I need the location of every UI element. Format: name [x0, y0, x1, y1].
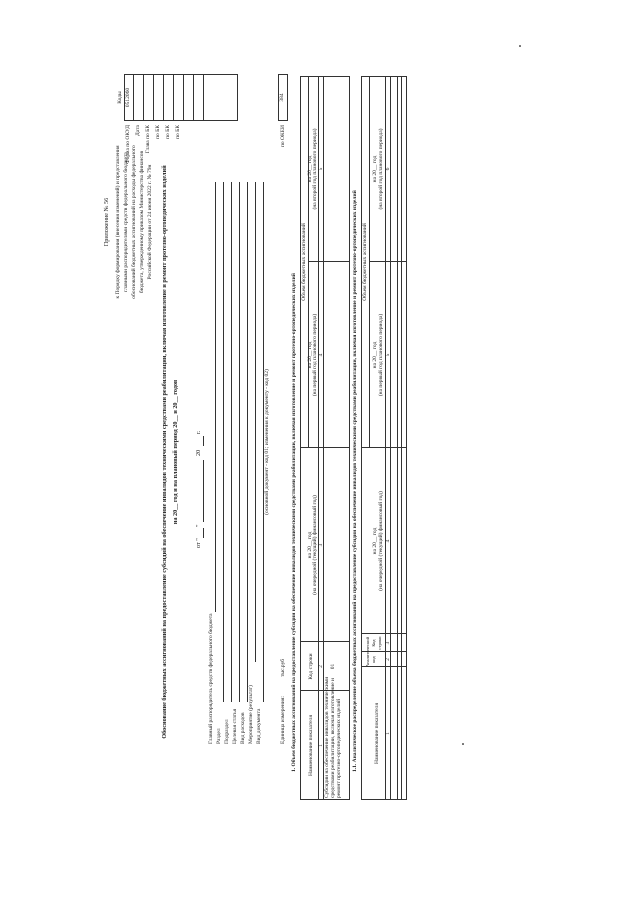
- s11-h-y3: на 20__ год: [372, 155, 378, 183]
- appendix-line-1: к Порядку формирования (внесения изменений) и представления: [115, 145, 121, 299]
- s11-num-1: 1: [385, 732, 391, 735]
- s11-num-6: 6: [385, 167, 391, 171]
- s1-row-name-2: средствами реабилитации, включая изготовление и: [330, 678, 336, 798]
- form-okud-label: Форма по ОКУД: [125, 125, 131, 164]
- s1-h-y2: на 20__ год: [307, 341, 313, 369]
- okei-code: 384: [279, 93, 285, 102]
- field-target-article: Целевая статья: [232, 708, 238, 744]
- codes-label-bk-3: по БК: [175, 125, 181, 139]
- s1-h-name: Наименование показателя: [308, 715, 314, 776]
- date-suffix: г.: [195, 430, 202, 434]
- s11-num-5: 5: [385, 353, 391, 357]
- document-title: Обоснование бюджетных ассигнований на предоставление субсидий на обеспечение инвалидов техническими средствами реабилитации, включая изготовление и ремонт протезно-ортопедических изделий: [161, 165, 168, 739]
- codes-label-bk-1: по БК: [155, 125, 161, 139]
- s1-h-y3: на 20__ год: [307, 155, 313, 183]
- s1-h-y2-sub: (на первый год планового периода): [312, 313, 318, 397]
- section-1-1-title: 1.1. Аналитическое распределение объема бюджетных ассигнований на предоставление субсидии на обеспечение инвалидов техническими средствами реабилитации, включая изготовление и ремонт протезно-ортопедических изделий: [352, 190, 358, 772]
- codes-label-bk-2: по БК: [165, 125, 171, 139]
- appendix-line-2: главными распорядителями средств федерального бюджета: [123, 152, 129, 292]
- date-year-blank: [203, 436, 204, 446]
- document-title-period: на 20__ год и на плановый период 20__ и 20__ годов: [172, 379, 179, 525]
- s1-num-4: 4: [318, 353, 324, 357]
- field-subsection: Подраздел: [224, 719, 230, 744]
- s1-num-5: 5: [318, 167, 324, 171]
- s1-h-volume: Объем бюджетных ассигнований: [301, 223, 307, 301]
- s11-h-y3-sub: (на второй год планового периода): [378, 128, 384, 210]
- appendix-line-4: бюджета, утвержденному приказом Министерства финансов: [139, 150, 145, 294]
- scan-speck: [462, 744, 464, 746]
- codes-label-chapter: Глава по БК: [145, 125, 151, 154]
- s1-num-1: 1: [318, 744, 324, 747]
- s11-h-name: Наименование показателя: [374, 703, 380, 764]
- scan-speck: [519, 46, 521, 48]
- s1-row-name-3: ремонт протезно-ортопедических изделий: [336, 698, 342, 798]
- appendix-line-3: обоснований бюджетных ассигнований на расходы федерального: [131, 145, 137, 299]
- s11-num-4: 4: [385, 539, 391, 543]
- unit-label: Единица измерения:: [280, 696, 286, 744]
- s11-h-code-1: Код: [371, 639, 376, 647]
- s1-h-y3-sub: (на второй год планового периода): [312, 128, 318, 210]
- document-type-hint: (основной документ - код 01; изменения к документу - код 02): [264, 369, 270, 515]
- codes-header: Коды: [117, 91, 123, 104]
- s11-h-y2: на 20__ год: [372, 341, 378, 369]
- form-code-value: 0512060: [125, 87, 131, 108]
- s1-num-2: 2: [318, 665, 324, 668]
- s1-h-y1-sub: (на очередной (текущий) финансовый год): [312, 495, 318, 595]
- s11-h-acode-1: Аналитический: [365, 636, 370, 667]
- date-prefix: от ": [195, 538, 202, 548]
- s1-h-code: Код строки: [308, 653, 314, 680]
- s11-num-3: 3: [385, 641, 391, 645]
- s11-h-y2-sub: (на первый год планового периода): [378, 313, 384, 397]
- unit-value: тыс.руб: [280, 658, 286, 677]
- s11-num-2: 2: [385, 658, 391, 661]
- section-1-title: 1. Объем бюджетных ассигнований на предоставление субсидии на обеспечение инвалидов техническими средствами реабилитации, включая изготовление и ремонт протезно-ортопедических изделий: [291, 273, 297, 772]
- field-activity-result: Мероприятие (результат): [248, 685, 254, 744]
- date-month-blank: [203, 460, 204, 522]
- s1-num-3: 3: [318, 543, 324, 547]
- okei-label: по ОКЕИ: [280, 125, 286, 148]
- s11-h-y1: на 20__ год: [372, 527, 378, 555]
- field-chief-manager: Главный распорядитель средств федерального бюджета: [208, 613, 214, 744]
- date-year: 20: [195, 449, 202, 456]
- s11-h-acode-2: код: [371, 656, 376, 663]
- appendix-line-5: Российской Федерации от 24 июня 2022 г. № 79н: [147, 164, 153, 280]
- date-mid: ": [195, 524, 202, 527]
- s1-h-y1: на 20__ год: [307, 531, 313, 559]
- s11-h-y1-sub: (на очередной (текущий) финансовый год): [378, 491, 384, 591]
- appendix-number: Приложение № 56: [103, 197, 110, 247]
- s1-row-code: 01: [330, 663, 336, 670]
- codes-label-date: Дата: [135, 125, 141, 136]
- s11-h-volume: Объем бюджетных ассигнований: [362, 223, 368, 301]
- field-expense-type: Вид расходов: [240, 712, 246, 744]
- field-document-type: Вид документа: [256, 708, 262, 744]
- s1-row-name-1: Субсидии на обеспечение инвалидов техническими: [324, 676, 330, 798]
- date-day-blank: [203, 528, 204, 538]
- codes-table: [124, 74, 238, 121]
- field-section: Раздел: [216, 728, 222, 744]
- s11-h-code-2: строки: [377, 636, 382, 650]
